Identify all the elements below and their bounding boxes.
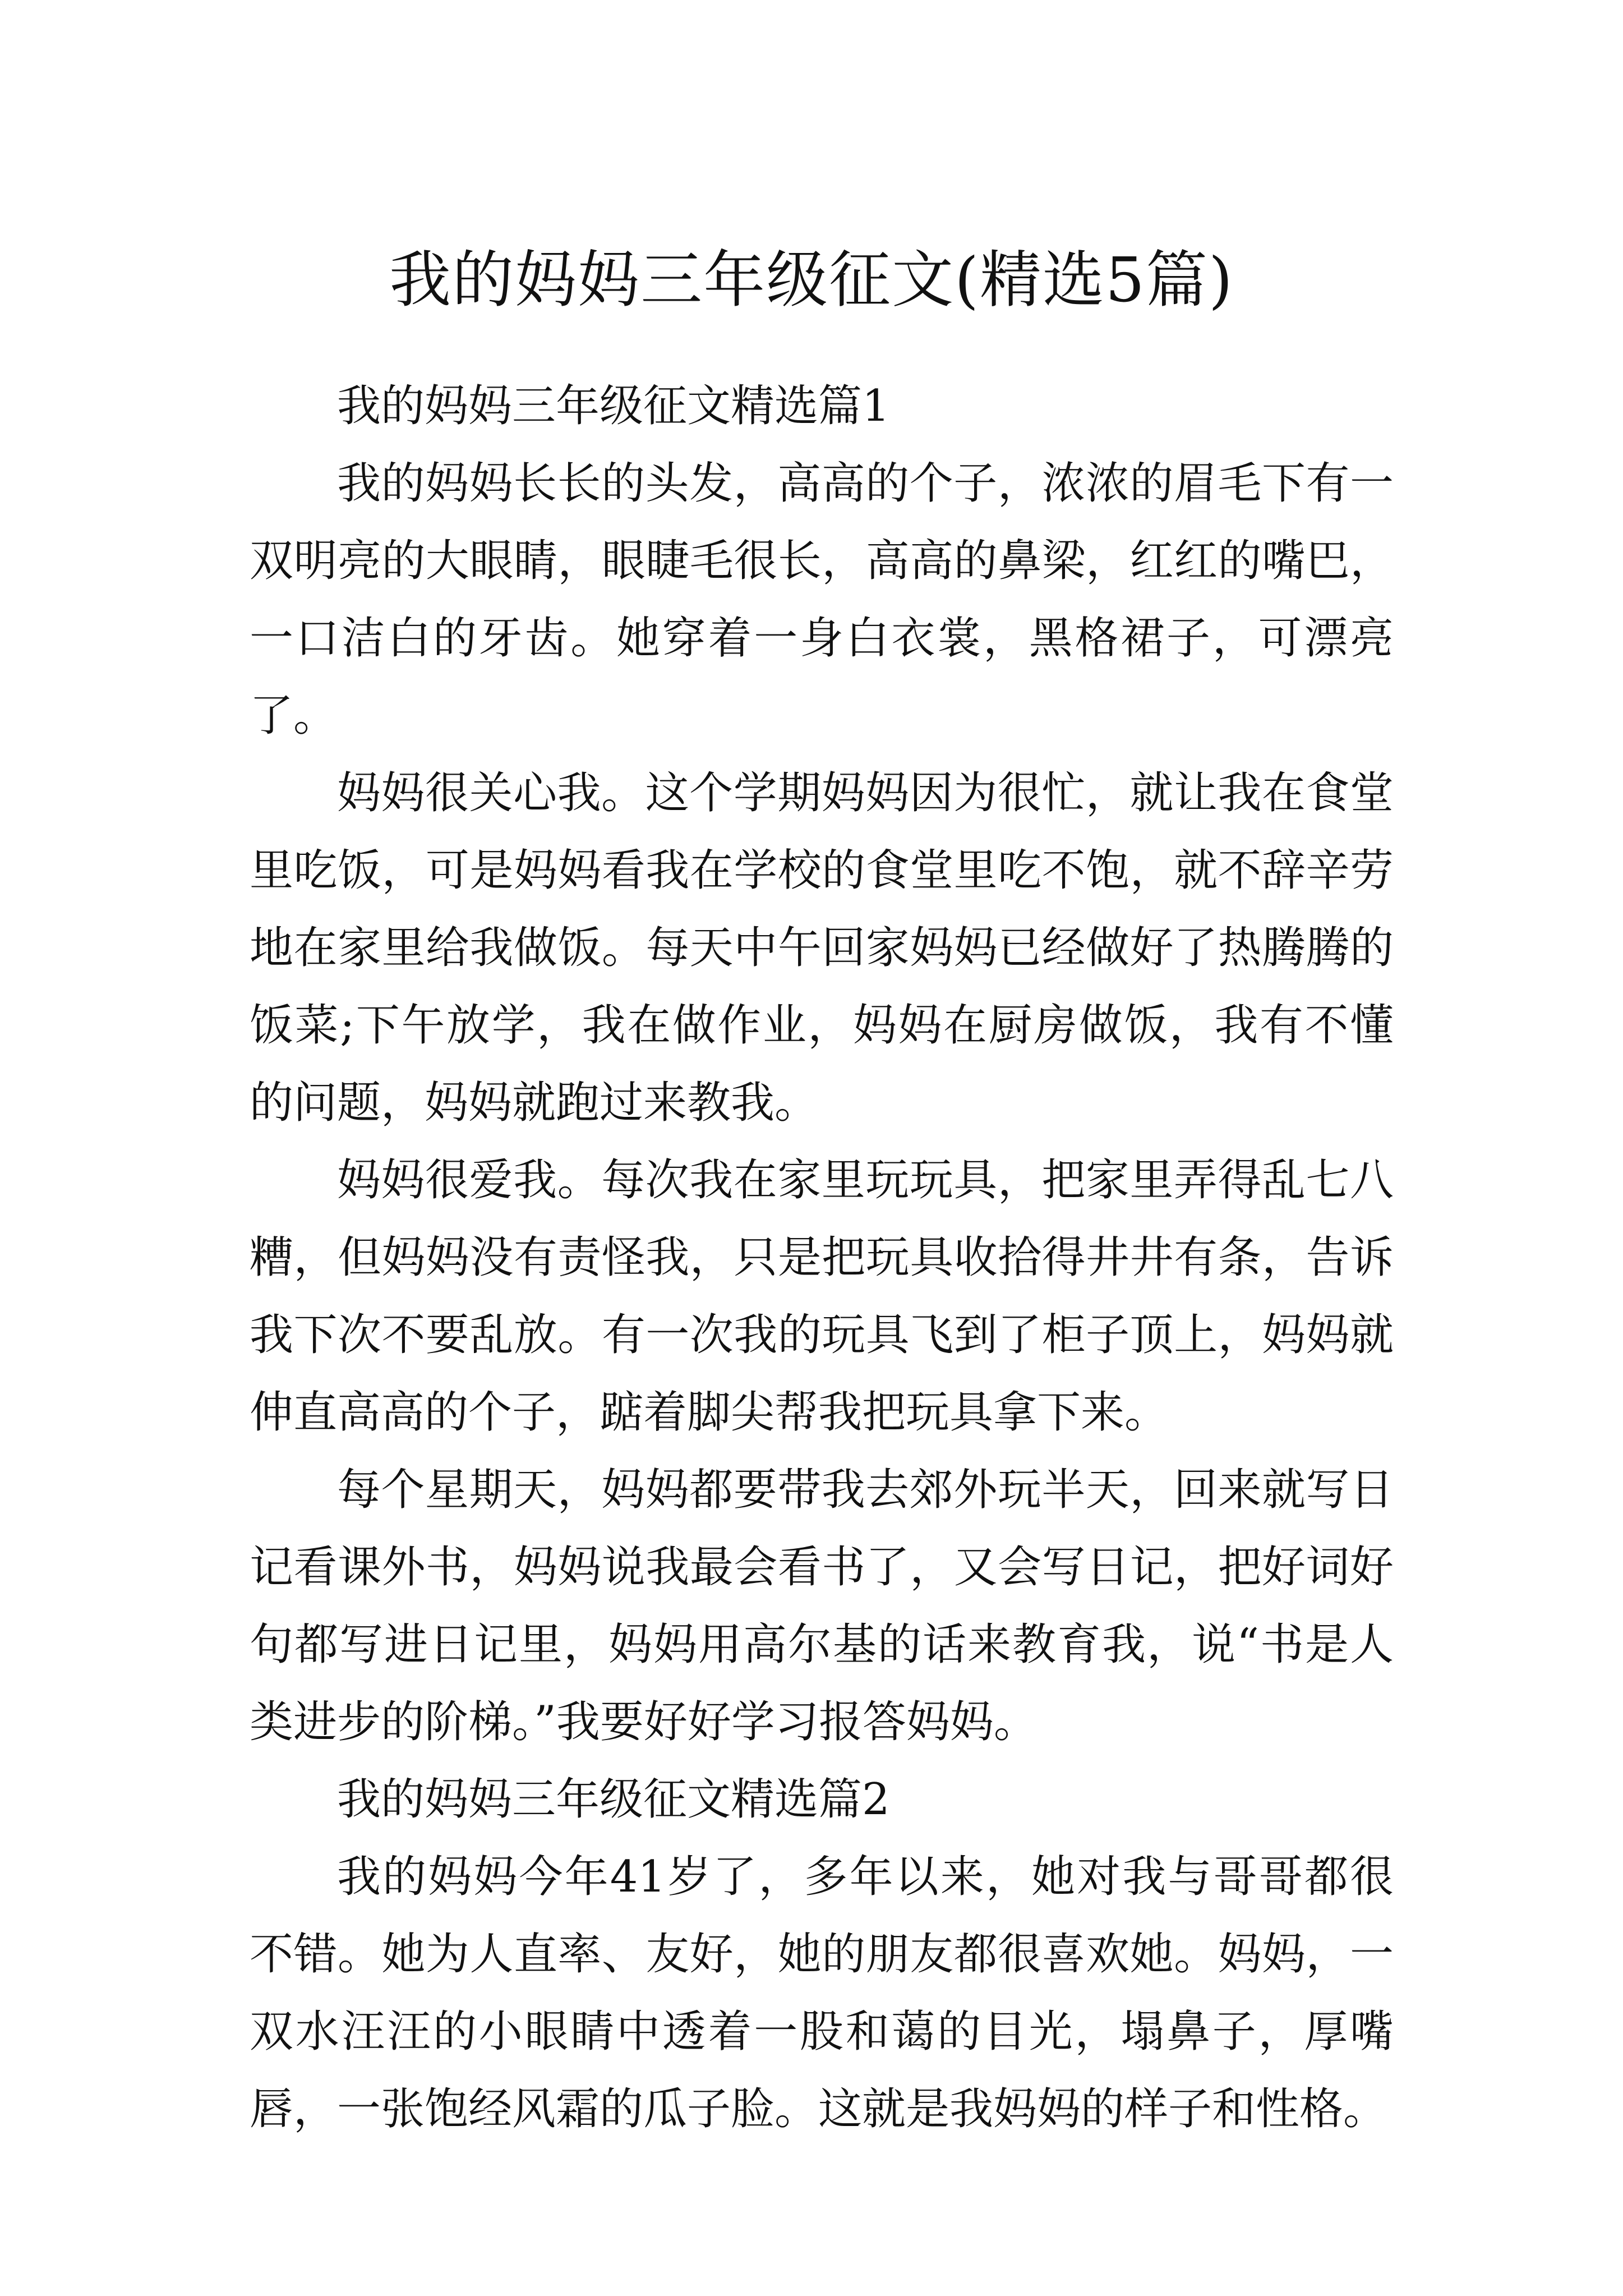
section-heading: 我的妈妈三年级征文精选篇1	[337, 381, 890, 431]
paragraph: 我的妈妈今年41岁了，多年以来，她对我与哥哥都很不错。她为人直率、友好，她的朋友都很喜欢她。妈妈，一双水汪汪的小眼睛中透着一股和蔼的目光，塌鼻子，厚嘴唇，一张饱经风霜的瓜子脸。这就是我妈妈的样子和性格。	[250, 1852, 1394, 2134]
paragraph: 妈妈很爱我。每次我在家里玩玩具，把家里弄得乱七八糟，但妈妈没有责怪我，只是把玩具收拾得井井有条，告诉我下次不要乱放。有一次我的玩具飞到了柜子顶上，妈妈就伸直高高的个子，踮着脚尖帮我把玩具拿下来。	[250, 1155, 1394, 1438]
paragraph: 妈妈很关心我。这个学期妈妈因为很忙，就让我在食堂里吃饭，可是妈妈看我在学校的食堂里吃不饱，就不辞辛劳地在家里给我做饭。每天中午回家妈妈已经做好了热腾腾的饭菜;下午放学，我在做作业，妈妈在厨房做饭，我有不懂的问题，妈妈就跑过来教我。	[250, 768, 1394, 1128]
paragraph: 每个星期天，妈妈都要带我去郊外玩半天，回来就写日记看课外书，妈妈说我最会看书了，又会写日记，把好词好句都写进日记里，妈妈用高尔基的话来教育我，说“书是人类进步的阶梯。”我要好好学习报答妈妈。	[250, 1465, 1394, 1747]
section-heading: 我的妈妈三年级征文精选篇2	[337, 1774, 890, 1825]
paragraph: 我的妈妈长长的头发，高高的个子，浓浓的眉毛下有一双明亮的大眼睛，眼睫毛很长，高高的鼻梁，红红的嘴巴，一口洁白的牙齿。她穿着一身白衣裳，黑格裙子，可漂亮了。	[250, 458, 1394, 741]
document-body	[250, 367, 1394, 2148]
document-title: 我的妈妈三年级征文(精选5篇)	[389, 243, 1234, 316]
